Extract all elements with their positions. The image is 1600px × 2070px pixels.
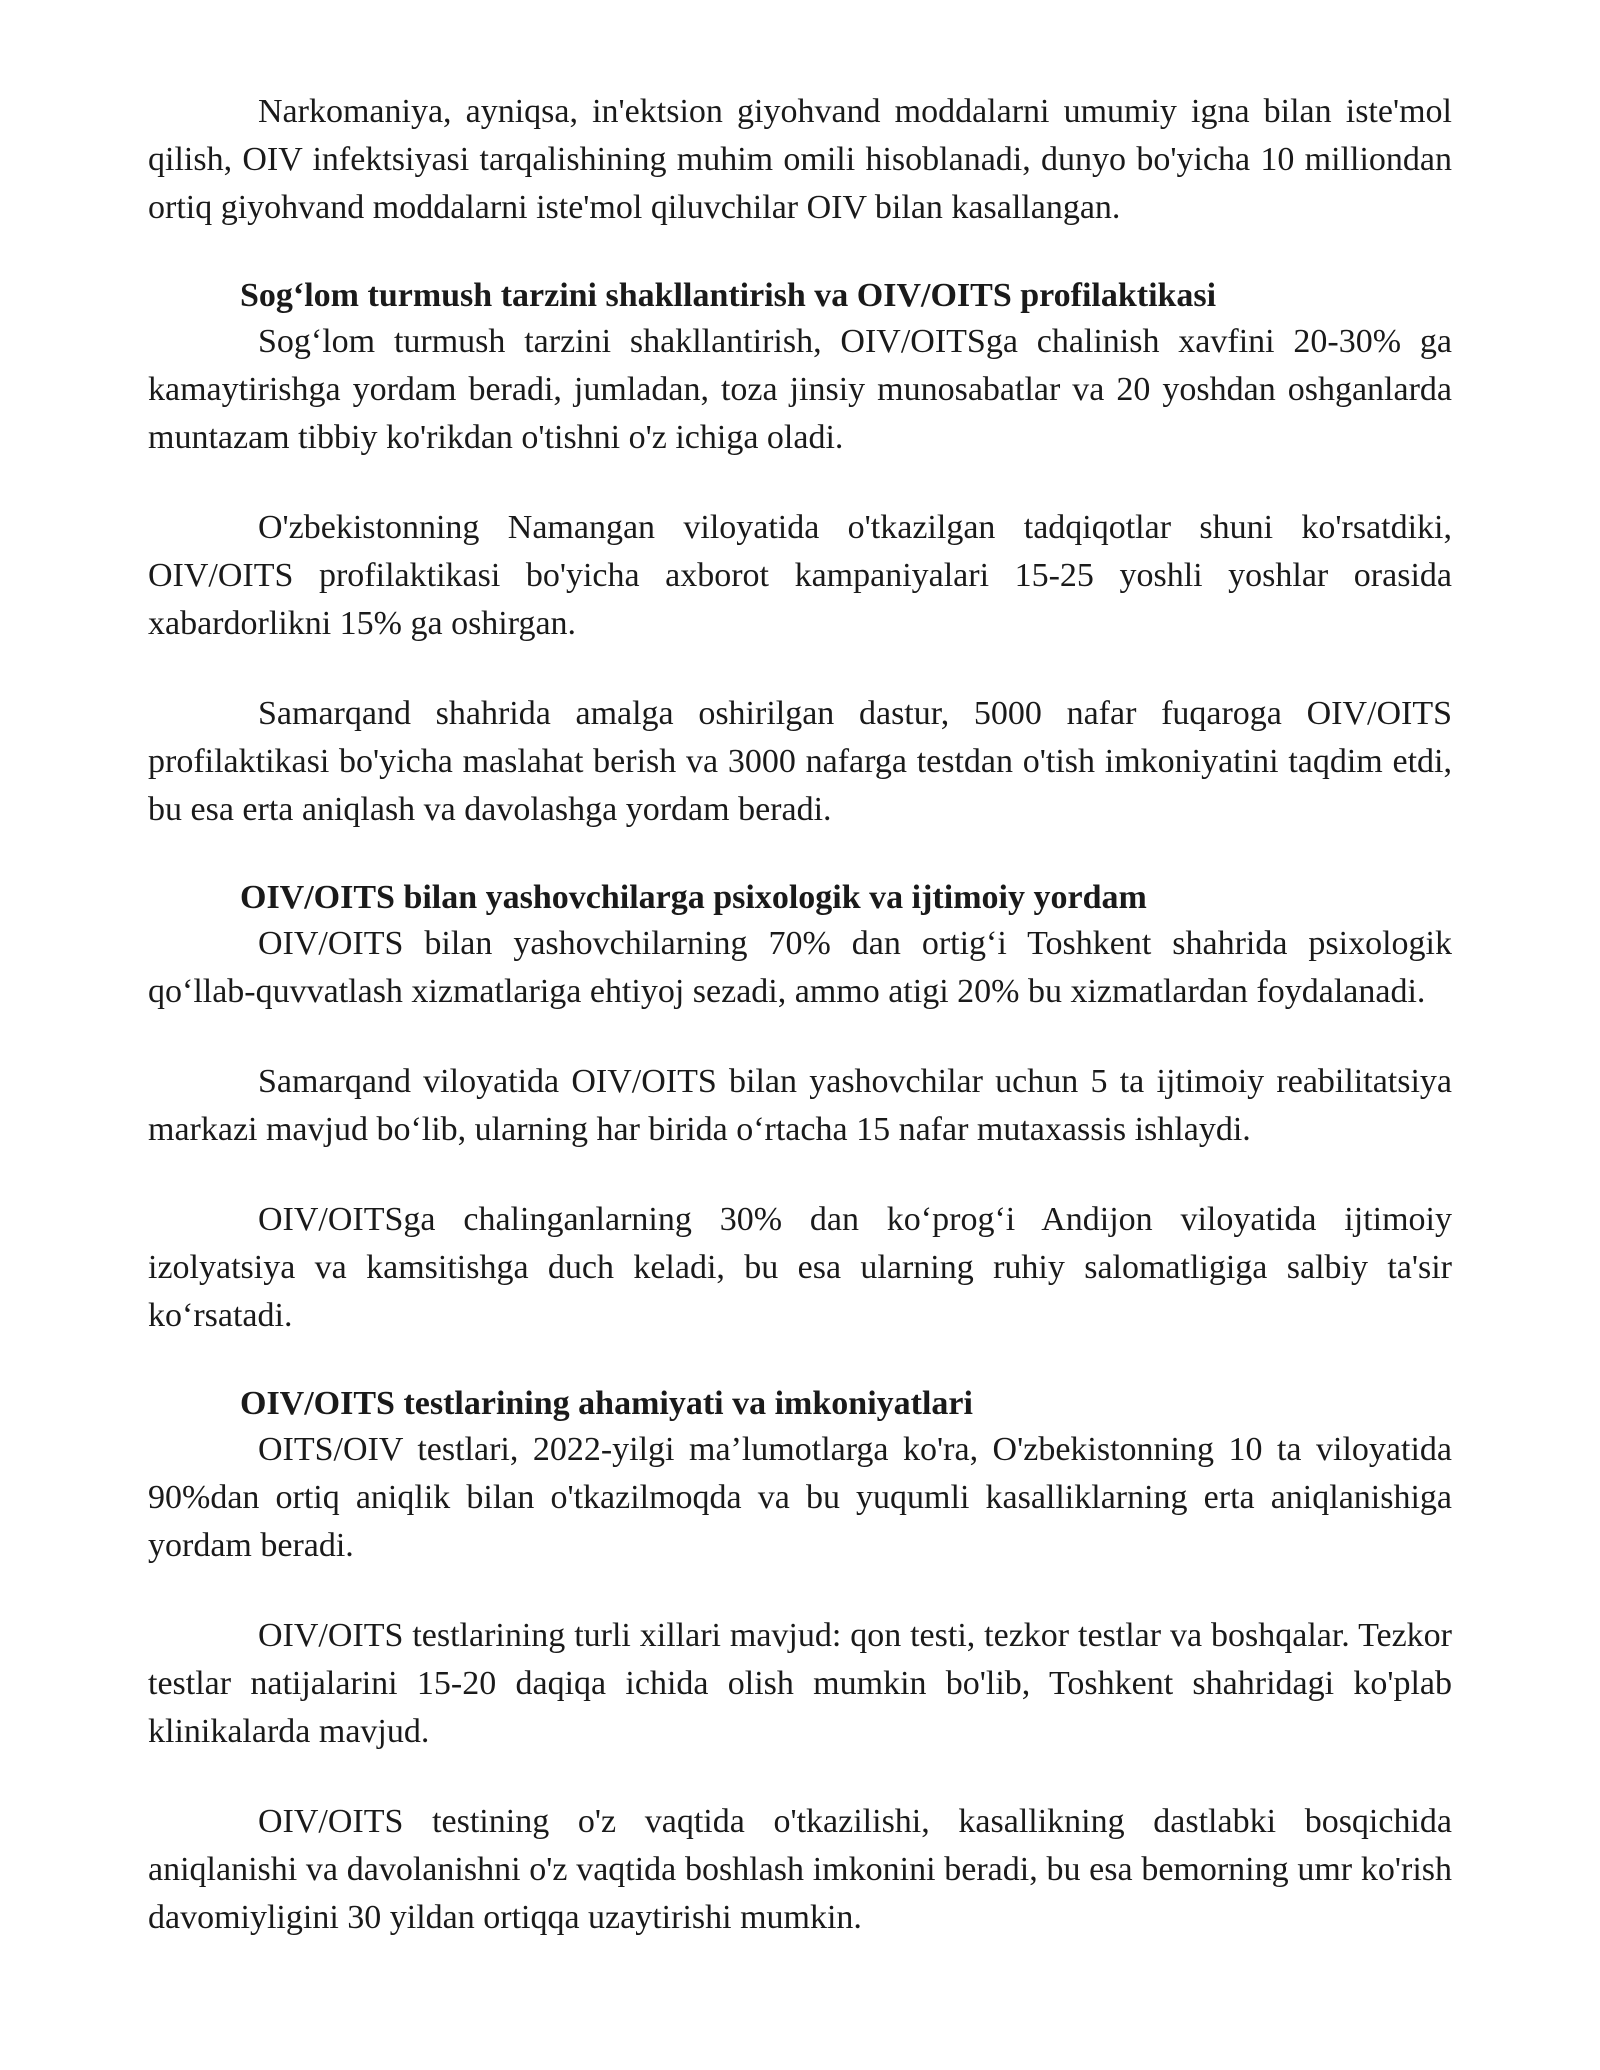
paragraph-timely-testing: OIV/OITS testining o'z vaqtida o'tkazilishi, kasallikning dastlabki bosqichida aniqlanishi va davolanishni o'z vaqtida boshlash imkonini beradi, bu esa bemorning umr ko'rish davomiyligini 30 yildan ortiqqa uzaytirishi mumkin.: [148, 1803, 1452, 1936]
paragraph-testing-types: OIV/OITS testlarining turli xillari mavjud: qon testi, tezkor testlar va boshqalar. Tezkor testlar natijalarini 15-20 daqiqa ichida olish mumkin bo'lib, Toshkent shahridagi ko'plab klinikalarda mavjud.: [148, 1617, 1452, 1750]
paragraph-narcomania: Narkomaniya, ayniqsa, in'ektsion giyohvand moddalarni umumiy igna bilan iste'mol qilish, OIV infektsiyasi tarqalishining muhim omili hisoblanadi, dunyo bo'yicha 10 milliondan ortiq giyohvand moddalarni iste'mol qiluvchilar OIV bilan kasallangan.: [148, 93, 1452, 226]
paragraph-testing-accuracy: OITS/OIV testlari, 2022-yilgi ma’lumotlarga ko'ra, O'zbekistonning 10 ta viloyatida 90%dan ortiq aniqlik bilan o'tkazilmoqda va bu yuqumli kasalliklarning erta aniqlanishiga yordam beradi.: [148, 1431, 1452, 1564]
heading-testing-importance: OIV/OITS testlarining ahamiyati va imkoniyatlari: [240, 1385, 973, 1422]
document-page: [148, 88, 1452, 1984]
paragraph-samarkand-centers: Samarqand viloyatida OIV/OITS bilan yashovchilar uchun 5 ta ijtimoiy reabilitatsiya markazi mavjud bo‘lib, ularning har birida o‘rtacha 15 nafar mutaxassis ishlaydi.: [148, 1063, 1452, 1148]
heading-healthy-lifestyle: Sog‘lom turmush tarzini shakllantirish va OIV/OITS profilaktikasi: [240, 277, 1217, 314]
paragraph-andijan-isolation: OIV/OITSga chalinganlarning 30% dan ko‘prog‘i Andijon viloyatida ijtimoiy izolyatsiya va kamsitishga duch keladi, bu esa ularning ruhiy salomatligiga salbiy ta'sir ko‘rsatadi.: [148, 1201, 1452, 1334]
paragraph-namangan-study: O'zbekistonning Namangan viloyatida o'tkazilgan tadqiqotlar shuni ko'rsatdiki, OIV/OITS profilaktikasi bo'yicha axborot kampaniyalari 15-25 yoshli yoshlar orasida xabardorlikni 15% ga oshirgan.: [148, 509, 1452, 642]
paragraph-tashkent-support: OIV/OITS bilan yashovchilarning 70% dan ortig‘i Toshkent shahrida psixologik qo‘llab-quvvatlash xizmatlariga ehtiyoj sezadi, ammo atigi 20% bu xizmatlardan foydalanadi.: [148, 925, 1452, 1010]
heading-psychological-support: OIV/OITS bilan yashovchilarga psixologik va ijtimoiy yordam: [240, 879, 1147, 916]
paragraph-healthy-lifestyle: Sog‘lom turmush tarzini shakllantirish, OIV/OITSga chalinish xavfini 20-30% ga kamaytirishga yordam beradi, jumladan, toza jinsiy munosabatlar va 20 yoshdan oshganlarda muntazam tibbiy ko'rikdan o'tishni o'z ichiga oladi.: [148, 323, 1452, 456]
paragraph-samarkand-program: Samarqand shahrida amalga oshirilgan dastur, 5000 nafar fuqaroga OIV/OITS profilaktikasi bo'yicha maslahat berish va 3000 nafarga testdan o'tish imkoniyatini taqdim etdi, bu esa erta aniqlash va davolashga yordam beradi.: [148, 695, 1452, 828]
